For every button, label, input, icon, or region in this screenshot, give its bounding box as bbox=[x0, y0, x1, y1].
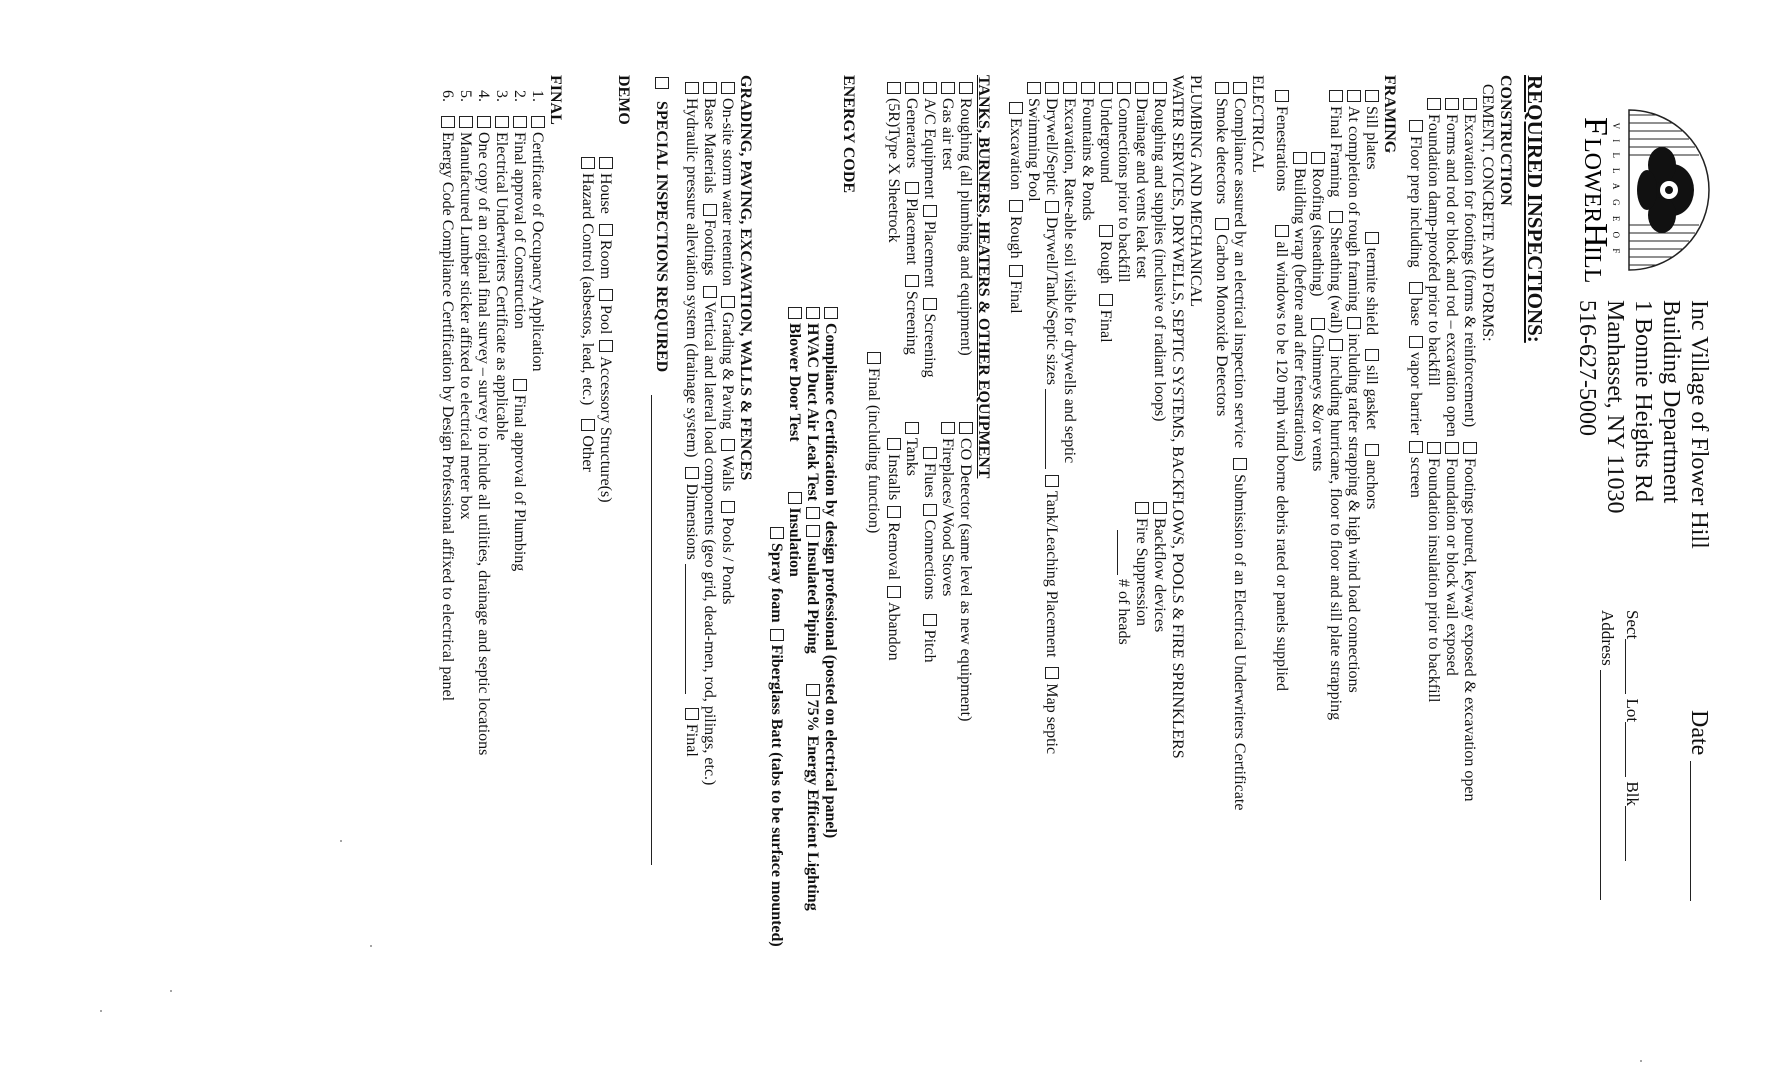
plumbing-subheading: WATER SERVICES, DRYWELLS, SEPTIC SYSTEMS, BACKFLOWS, POOLS & FIRE SPRINKLERS bbox=[1169, 75, 1186, 759]
energy-row-3: Blower Door Test Insulation bbox=[785, 305, 803, 577]
construction-row-3b: Foundation insulation prior to backfill bbox=[1424, 440, 1442, 702]
checkbox[interactable] bbox=[806, 525, 820, 537]
plumbing-row-6: Excavation, Rate-able soil visible for drywells and septic bbox=[1060, 80, 1078, 463]
construction-heading: CONSTRUCTION bbox=[1497, 75, 1514, 206]
framing-row-1: Sill plates termite shield sill gasket anchors bbox=[1362, 88, 1380, 509]
checkbox[interactable] bbox=[1045, 82, 1059, 94]
final-item-5: 5. Manufactured Lumber sticker affixed to electrical meter box bbox=[457, 90, 474, 520]
checkbox[interactable] bbox=[1463, 98, 1477, 110]
checkbox[interactable] bbox=[1409, 282, 1423, 294]
checkbox[interactable] bbox=[1409, 441, 1423, 453]
checkbox[interactable] bbox=[905, 275, 919, 287]
checkbox[interactable] bbox=[1081, 82, 1095, 94]
checkbox[interactable] bbox=[1409, 336, 1423, 348]
address-field: Address bbox=[1597, 610, 1617, 900]
grading-row-3: Hydraulic pressure alleviation system (drainage system) Dimensions Final bbox=[682, 80, 700, 757]
svg-text:V I L L A G E O F: V I L L A G E O F bbox=[1611, 122, 1621, 258]
plumbing-row-2b: Fire Suppression bbox=[1132, 500, 1150, 626]
checkbox[interactable] bbox=[1045, 201, 1059, 213]
checkbox[interactable] bbox=[599, 289, 613, 301]
special-inspections-line bbox=[651, 395, 652, 865]
checkbox[interactable] bbox=[806, 684, 820, 696]
checkbox[interactable] bbox=[923, 504, 937, 516]
checkbox[interactable] bbox=[1293, 152, 1307, 164]
checkbox[interactable] bbox=[923, 614, 937, 626]
demo-heading: DEMO bbox=[615, 75, 632, 125]
checkbox[interactable] bbox=[1063, 82, 1077, 94]
checkbox[interactable] bbox=[599, 340, 613, 352]
energy-row-1: Compliance Certification by design professional (posted on electrical panel) bbox=[821, 305, 839, 838]
svg-text:H: H bbox=[1577, 223, 1614, 248]
department-name: Building Department bbox=[1658, 300, 1684, 504]
checkbox[interactable] bbox=[655, 77, 669, 89]
checkbox[interactable] bbox=[959, 82, 973, 94]
checkbox[interactable] bbox=[905, 422, 919, 434]
plumbing-row-8: Swimming Pool bbox=[1024, 80, 1042, 202]
checkbox[interactable] bbox=[703, 286, 717, 298]
framing-heading: FRAMING bbox=[1381, 75, 1398, 154]
checkbox[interactable] bbox=[1275, 90, 1289, 102]
scan-speck bbox=[170, 990, 172, 992]
checkbox[interactable] bbox=[867, 352, 881, 364]
checkbox[interactable] bbox=[887, 586, 901, 598]
tanks-row-2b: Fireplaces/ Wood Stoves bbox=[938, 420, 956, 596]
scan-speck bbox=[1640, 1060, 1642, 1062]
checkbox[interactable] bbox=[923, 82, 937, 94]
checkbox[interactable] bbox=[1153, 502, 1167, 514]
final-item-1: 1. Certificate of Occupancy Application bbox=[529, 90, 546, 372]
plumbing-row-5: Fountains & Ponds bbox=[1078, 80, 1096, 221]
scan-speck bbox=[340, 840, 342, 842]
svg-text:LOWER: LOWER bbox=[1579, 138, 1605, 224]
framing-row-6: Fenestrations all windows to be 120 mph wind borne debris rated or panels supplied bbox=[1272, 88, 1290, 691]
checkbox[interactable] bbox=[923, 298, 937, 310]
checkbox[interactable] bbox=[1427, 442, 1441, 454]
tanks-row-2: Gas air test bbox=[938, 80, 956, 170]
village-seal-logo bbox=[1577, 95, 1717, 285]
checkbox[interactable] bbox=[1275, 225, 1289, 237]
plumbing-row-7: Drywell/Septic Drywell/Tank/Septic sizes Tank/Leaching Placement Map septic bbox=[1042, 80, 1060, 754]
checkbox[interactable] bbox=[941, 422, 955, 434]
checkbox[interactable] bbox=[959, 422, 973, 434]
electrical-heading: ELECTRICAL bbox=[1249, 75, 1266, 173]
electrical-row-1: Compliance assured by an electrical inspection service Submission of an Electrical Underwriters Certificate bbox=[1230, 80, 1248, 810]
scan-speck bbox=[100, 1010, 102, 1012]
checkbox[interactable] bbox=[1329, 211, 1343, 223]
checkbox[interactable] bbox=[770, 629, 784, 641]
checkbox[interactable] bbox=[1009, 200, 1023, 212]
plumbing-row-1b: Backflow devices bbox=[1150, 500, 1168, 632]
checkbox[interactable] bbox=[581, 157, 595, 169]
demo-row-1: House Room Pool Accessory Structure(s) bbox=[596, 155, 614, 503]
checkbox[interactable] bbox=[581, 419, 595, 431]
checkbox[interactable] bbox=[721, 501, 735, 513]
checkbox[interactable] bbox=[788, 492, 802, 504]
date-field: Date bbox=[1684, 710, 1712, 901]
page-title: REQUIRED INSPECTIONS: bbox=[1523, 75, 1547, 343]
plumbing-heading: PLUMBING AND MECHANICAL bbox=[1187, 75, 1204, 308]
date-line bbox=[1690, 761, 1705, 901]
street-address: 1 Bonnie Heights Rd bbox=[1630, 300, 1656, 502]
checkbox[interactable] bbox=[599, 157, 613, 169]
checkbox[interactable] bbox=[1099, 294, 1113, 306]
energy-heading: ENERGY CODE bbox=[840, 75, 857, 194]
checkbox[interactable] bbox=[1347, 317, 1361, 329]
energy-row-4: Spray foam Fiberglass Batt (tabs to be surface mounted) bbox=[767, 525, 785, 947]
checkbox[interactable] bbox=[685, 82, 699, 94]
grading-row-2: Base Materials Footings Vertical and lateral load components (geo grid, dead-men, rod, pilings, etc.) bbox=[700, 80, 718, 785]
checkbox[interactable] bbox=[531, 116, 545, 128]
checkbox[interactable] bbox=[1099, 225, 1113, 237]
village-name: Inc Village of Flower Hill bbox=[1686, 300, 1712, 549]
checkbox[interactable] bbox=[1311, 152, 1325, 164]
checkbox[interactable] bbox=[495, 116, 509, 128]
construction-subheading: CEMENT, CONCRETE AND FORMS: bbox=[1479, 84, 1496, 342]
construction-row-4: Floor prep including base vapor barrier screen bbox=[1406, 118, 1424, 498]
tanks-row-3b: Flues Connections Pitch bbox=[920, 445, 938, 663]
checkbox[interactable] bbox=[806, 307, 820, 319]
plumbing-row-4: Underground Rough Final bbox=[1096, 80, 1114, 343]
checkbox[interactable] bbox=[1233, 82, 1247, 94]
checkbox[interactable] bbox=[770, 527, 784, 539]
checkbox[interactable] bbox=[1445, 442, 1459, 454]
checkbox[interactable] bbox=[887, 438, 901, 450]
checkbox[interactable] bbox=[721, 82, 735, 94]
checkbox[interactable] bbox=[1027, 82, 1041, 94]
checkbox[interactable] bbox=[1365, 444, 1379, 456]
tanks-row-1b: CO Detector (same level as new equipment) bbox=[956, 420, 974, 721]
electrical-row-2: Smoke detectors Carbon Monoxide Detectors bbox=[1212, 80, 1230, 416]
final-item-2: 2. Final approval of Construction Final approval of Plumbing bbox=[511, 90, 528, 572]
construction-row-2b: Foundation or block wall exposed bbox=[1442, 440, 1460, 676]
checkbox[interactable] bbox=[887, 506, 901, 518]
checkbox[interactable] bbox=[1135, 82, 1149, 94]
checkbox[interactable] bbox=[1117, 82, 1131, 94]
city-state-zip: Manhasset, NY 11030 bbox=[1602, 300, 1628, 514]
checkbox[interactable] bbox=[441, 116, 455, 128]
checkbox[interactable] bbox=[1445, 98, 1459, 110]
checkbox[interactable] bbox=[1329, 339, 1343, 351]
checkbox[interactable] bbox=[887, 82, 901, 94]
checkbox[interactable] bbox=[1135, 502, 1149, 514]
checkbox[interactable] bbox=[1347, 90, 1361, 102]
plumbing-row-1: Roughing and supplies (inclusive of radiant loops) bbox=[1150, 80, 1168, 422]
plumbing-row-3: Connections prior to backfill bbox=[1114, 80, 1132, 282]
checkbox[interactable] bbox=[1215, 82, 1229, 94]
checkbox[interactable] bbox=[1045, 667, 1059, 679]
svg-text:F: F bbox=[1577, 117, 1614, 136]
tanks-row-4b: Tanks bbox=[902, 420, 920, 476]
tanks-row-6: Final (including function) bbox=[864, 350, 882, 533]
energy-row-2: HVAC Duct Air Leak Test Insulated Piping 75% Energy Efficient Lighting bbox=[803, 305, 821, 911]
checkbox[interactable] bbox=[806, 507, 820, 519]
checkbox[interactable] bbox=[1365, 232, 1379, 244]
checkbox[interactable] bbox=[1009, 265, 1023, 277]
grading-heading: GRADING, PAVING, EXCAVATION, WALLS & FENCES bbox=[737, 75, 754, 481]
checkbox[interactable] bbox=[721, 296, 735, 308]
sect-lot-blk-row: Sect Lot Blk bbox=[1622, 610, 1642, 861]
checkbox[interactable] bbox=[1463, 442, 1477, 454]
plumbing-row-9: Excavation Rough Final bbox=[1006, 100, 1024, 314]
phone-number: 516-627-5000 bbox=[1574, 300, 1600, 436]
framing-row-5: Building wrap (before and after fenestrations) bbox=[1290, 150, 1308, 462]
checkbox[interactable] bbox=[1311, 318, 1325, 330]
checkbox[interactable] bbox=[685, 708, 699, 720]
checkbox[interactable] bbox=[923, 205, 937, 217]
construction-row-2: Forms and rod or block and rod – excavation open bbox=[1442, 96, 1460, 437]
framing-row-3: Final Framing Sheathing (wall) including hurricane, floor to floor and sill plate strapping bbox=[1326, 88, 1344, 720]
checkbox[interactable] bbox=[513, 116, 527, 128]
grading-row-1: On-site storm water retention Grading & Paving Walls Pools / Ponds bbox=[718, 80, 736, 604]
tanks-row-1: Roughing (all plumbing and equipment) bbox=[956, 80, 974, 356]
checkbox[interactable] bbox=[824, 307, 838, 319]
checkbox[interactable] bbox=[703, 204, 717, 216]
tanks-heading: TANKS, BURNERS, HEATERS & OTHER EQUIPMENT bbox=[975, 75, 992, 479]
checkbox[interactable] bbox=[685, 467, 699, 479]
checkbox[interactable] bbox=[513, 379, 527, 391]
tanks-row-4: Generators Placement Screening bbox=[902, 80, 920, 355]
construction-row-1: Excavation for footings (forms & reinforcement) bbox=[1460, 96, 1478, 427]
tanks-row-5b: Installs Removal Abandon bbox=[884, 436, 902, 661]
final-heading: FINAL bbox=[547, 75, 564, 125]
checkbox[interactable] bbox=[1099, 82, 1113, 94]
special-inspections-row: SPECIAL INSPECTIONS REQUIRED bbox=[652, 75, 670, 372]
checkbox[interactable] bbox=[1365, 90, 1379, 102]
checkbox[interactable] bbox=[477, 116, 491, 128]
framing-row-2: At completion of rough framing including rafter strapping & high wind load connections bbox=[1344, 88, 1362, 693]
plumbing-row-2: Drainage and vents leak test bbox=[1132, 80, 1150, 278]
final-item-4: 4. One copy of an original final survey – survey to include all utilities, drainage and septic locations bbox=[475, 90, 492, 756]
checkbox[interactable] bbox=[703, 82, 717, 94]
checkbox[interactable] bbox=[1427, 98, 1441, 110]
construction-row-3: Foundation damp-proofed prior to backfill bbox=[1424, 96, 1442, 386]
checkbox[interactable] bbox=[1233, 458, 1247, 470]
checkbox[interactable] bbox=[1009, 102, 1023, 114]
checkbox[interactable] bbox=[1215, 218, 1229, 230]
checkbox[interactable] bbox=[788, 307, 802, 319]
scan-speck bbox=[370, 945, 372, 947]
framing-row-4: Roofing (sheathing) Chimneys &/or vents bbox=[1308, 150, 1326, 471]
checkbox[interactable] bbox=[1329, 90, 1343, 102]
final-item-6: 6. Energy Code Compliance Certification by Design Professional affixed to electrical panel bbox=[439, 90, 456, 702]
tanks-row-5: (5R)Type X Sheetrock bbox=[884, 80, 902, 243]
checkbox[interactable] bbox=[1365, 349, 1379, 361]
final-item-3: 3. Electrical Underwriters Certificate as applicable bbox=[493, 90, 510, 441]
checkbox[interactable] bbox=[923, 447, 937, 459]
plumbing-heads-field: # of heads bbox=[1114, 530, 1132, 645]
construction-row-1b: Footings poured, keyway exposed & excavation open bbox=[1460, 440, 1478, 801]
checkbox[interactable] bbox=[941, 82, 955, 94]
tanks-row-3: A/C Equipment Placement Screening bbox=[920, 80, 938, 378]
checkbox[interactable] bbox=[1153, 82, 1167, 94]
checkbox[interactable] bbox=[1045, 475, 1059, 487]
checkbox[interactable] bbox=[905, 182, 919, 194]
checkbox[interactable] bbox=[1409, 120, 1423, 132]
demo-row-2: Hazard Control (asbestos, lead, etc.) Other bbox=[578, 155, 596, 472]
checkbox[interactable] bbox=[721, 439, 735, 451]
checkbox[interactable] bbox=[599, 224, 613, 236]
checkbox[interactable] bbox=[905, 82, 919, 94]
checkbox[interactable] bbox=[459, 116, 473, 128]
svg-text:ILL: ILL bbox=[1579, 246, 1605, 284]
